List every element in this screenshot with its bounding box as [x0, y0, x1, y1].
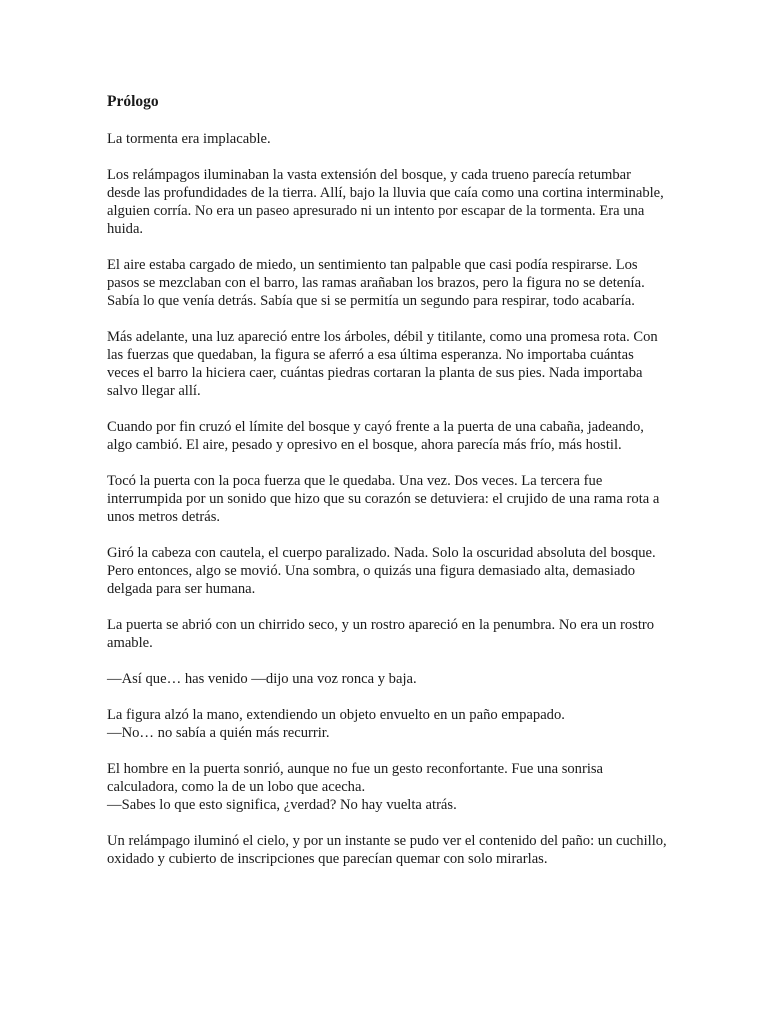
- paragraph: [107, 706, 667, 742]
- paragraph-line: —No… no sabía a quién más recurrir.: [107, 725, 330, 741]
- paragraph-line: Los relámpagos iluminaban la vasta extensión del bosque, y cada trueno parecía retumbar desde las profundidades de la tierra. Allí, bajo la lluvia que caía como una cortina interminable, alguien corría. No era un paseo apresurado ni un intento por escapar de la tormenta. Era una huida.: [107, 167, 664, 237]
- paragraph: [107, 760, 667, 814]
- paragraph: [107, 616, 667, 652]
- paragraph-line: El hombre en la puerta sonrió, aunque no fue un gesto reconfortante. Fue una sonrisa calculadora, como la de un lobo que acecha.: [107, 761, 604, 795]
- document-body: [107, 130, 667, 868]
- paragraph: [107, 256, 667, 310]
- paragraph-line: Cuando por fin cruzó el límite del bosque y cayó frente a la puerta de una cabaña, jadeando, algo cambió. El aire, pesado y opresivo en el bosque, ahora parecía más frío, más hostil.: [107, 419, 644, 453]
- paragraph-line: Más adelante, una luz apareció entre los árboles, débil y titilante, como una promesa rota. Con las fuerzas que quedaban, la figura se aferró a esa última esperanza. No importaba cuántas veces el barro la hiciera caer, cuántas piedras cortaran la planta de sus pies. Nada importaba salvo llegar allí.: [107, 329, 658, 399]
- paragraph-line: La figura alzó la mano, extendiendo un objeto envuelto en un paño empapado.: [107, 707, 565, 723]
- paragraph-line: —Así que… has venido —dijo una voz ronca y baja.: [107, 671, 417, 687]
- paragraph: [107, 670, 667, 688]
- paragraph: [107, 544, 667, 598]
- paragraph: [107, 472, 667, 526]
- paragraph-line: La tormenta era implacable.: [107, 131, 271, 147]
- paragraph: [107, 166, 667, 238]
- paragraph: [107, 328, 667, 400]
- paragraph-line: Un relámpago iluminó el cielo, y por un instante se pudo ver el contenido del paño: un cuchillo, oxidado y cubierto de inscripciones que parecían quemar con solo mirarlas.: [107, 833, 667, 867]
- paragraph-line: Giró la cabeza con cautela, el cuerpo paralizado. Nada. Solo la oscuridad absoluta del bosque. Pero entonces, algo se movió. Una sombra, o quizás una figura demasiado alta, demasiado delgada para ser humana.: [107, 545, 656, 597]
- paragraph-line: El aire estaba cargado de miedo, un sentimiento tan palpable que casi podía respirarse. Los pasos se mezclaban con el barro, las ramas arañaban los brazos, pero la figura no se detenía. Sabía lo que venía detrás. Sabía que si se permitía un segundo para respirar, todo acabaría.: [107, 257, 645, 309]
- paragraph-line: —Sabes lo que esto significa, ¿verdad? No hay vuelta atrás.: [107, 797, 457, 813]
- paragraph-line: La puerta se abrió con un chirrido seco, y un rostro apareció en la penumbra. No era un rostro amable.: [107, 617, 655, 651]
- paragraph: [107, 832, 667, 868]
- paragraph-line: Tocó la puerta con la poca fuerza que le quedaba. Una vez. Dos veces. La tercera fue interrumpida por un sonido que hizo que su corazón se detuviera: el crujido de una rama rota a unos metros detrás.: [107, 473, 660, 525]
- page-title: Prólogo: [107, 93, 159, 110]
- document-page: [107, 92, 667, 886]
- paragraph: [107, 130, 667, 148]
- paragraph: [107, 418, 667, 454]
